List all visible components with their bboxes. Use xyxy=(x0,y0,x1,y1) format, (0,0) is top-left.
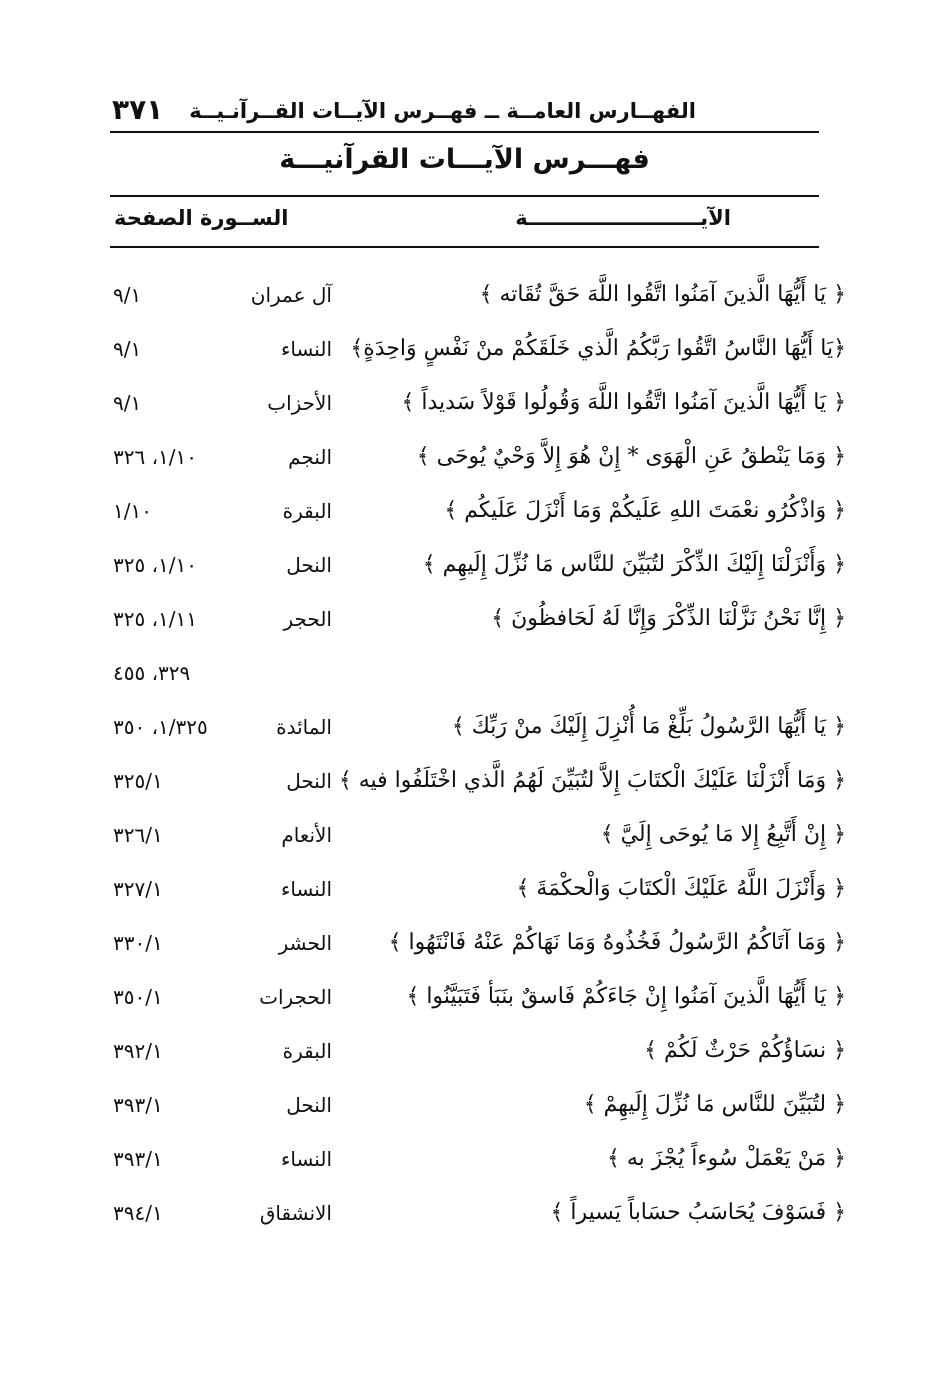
page-reference: ٣٢٩، ٤٥٥ xyxy=(113,661,191,685)
page-reference: ٣٩٣/١ xyxy=(113,1147,163,1171)
surah-name: البقرة xyxy=(282,499,332,523)
page-reference: ٣٢٦/١ xyxy=(113,823,163,847)
index-row xyxy=(110,916,846,970)
page-reference: ٩/١ xyxy=(113,283,142,307)
page-reference: ٣٢٧/١ xyxy=(113,877,163,901)
verse-text: ﴿ إِنْ أَتَّبِعُ إِلا مَا يُوحَى إِلَيَّ ﴾ xyxy=(600,822,846,847)
page-reference: ١/١٠، ٣٢٥ xyxy=(113,553,198,577)
page-reference: ١/١٠ xyxy=(113,499,152,523)
verse-text: ﴿يَا أَيُّهَا النَّاسُ اتَّقُوا رَبَّكُمُ الَّذي خَلَقَكُمْ منْ نَفْسٍ وَاحِدَةٍ﴾ xyxy=(350,336,846,361)
page-reference: ٩/١ xyxy=(113,337,142,361)
page-reference: ٣٩٤/١ xyxy=(113,1201,163,1225)
column-header-surah: الســورة xyxy=(200,206,289,230)
verse-text: ﴿ يَا أَيُّهَا الَّذينَ آمَنُوا اتَّقُوا اللَّهَ حَقَّ تُقَاته ﴾ xyxy=(479,282,846,307)
page-reference: ٣٢٥/١ xyxy=(113,769,163,793)
page-reference: ١/١٠، ٣٢٦ xyxy=(113,445,198,469)
index-row xyxy=(110,592,846,646)
surah-name: الحجر xyxy=(283,607,332,631)
surah-name: البقرة xyxy=(282,1039,332,1063)
surah-name: الحجرات xyxy=(259,985,332,1009)
index-row xyxy=(110,700,846,754)
surah-name: النساء xyxy=(280,877,332,901)
surah-name: الحشر xyxy=(278,931,332,955)
index-row xyxy=(110,1186,846,1240)
page-number: ٣٧١ xyxy=(112,93,164,126)
title-rule xyxy=(110,195,819,197)
page-reference: ١/١١، ٣٢٥ xyxy=(113,607,198,631)
page-reference: ١/٣٢٥، ٣٥٠ xyxy=(113,715,208,739)
surah-name: آل عمران xyxy=(250,283,332,307)
verse-text: ﴿ مَنْ يَعْمَلْ سُوءاً يُجْزَ به ﴾ xyxy=(606,1146,846,1171)
surah-name: النحل xyxy=(286,553,332,577)
index-row xyxy=(110,1078,846,1132)
index-row xyxy=(110,538,846,592)
index-row xyxy=(110,322,846,376)
index-row xyxy=(110,430,846,484)
surah-name: الأحزاب xyxy=(267,391,332,415)
verse-text: ﴿ وَمَا أَنْزَلْنَا عَلَيْكَ الْكتَابَ إِلاَّ لتُبَيِّنَ لَهُمُ الَّذي اخْتَلَفُوا فيه ﴾ xyxy=(338,768,846,793)
verse-text: ﴿ إِنَّا نَحْنُ نَزَّلْنَا الذِّكْرَ وَإِنَّا لَهُ لَحَافظُونَ ﴾ xyxy=(491,606,846,631)
index-row xyxy=(110,268,846,322)
page-reference: ٣٩٣/١ xyxy=(113,1093,163,1117)
index-row xyxy=(110,484,846,538)
surah-name: النحل xyxy=(286,769,332,793)
verse-text: ﴿ وَأَنْزَلْنَا إِلَيْكَ الذِّكْرَ لتُبَيِّنَ للنَّاس مَا نُزِّلَ إِلَيهِم ﴾ xyxy=(422,552,846,577)
surah-name: النساء xyxy=(280,337,332,361)
surah-name: الأنعام xyxy=(281,823,332,847)
index-row xyxy=(110,376,846,430)
index-rows xyxy=(110,268,846,1240)
index-row xyxy=(110,1024,846,1078)
page-reference: ٣٩٢/١ xyxy=(113,1039,163,1063)
verse-text: ﴿ يَا أَيُّهَا الَّذينَ آمَنُوا اتَّقُوا اللَّهَ وَقُولُوا قَوْلاً سَديداً ﴾ xyxy=(401,390,846,415)
verse-text: ﴿ يَا أَيُّهَا الرَّسُولُ بَلِّغْ مَا أُنْزِلَ إِلَيْكَ منْ رَبِّكَ ﴾ xyxy=(451,714,846,739)
verse-text: ﴿ لتُبَيِّنَ للنَّاس مَا نُزِّلَ إِلَيهِمْ ﴾ xyxy=(583,1092,846,1117)
verse-text: ﴿ فَسَوْفَ يُحَاسَبُ حسَاباً يَسيراً ﴾ xyxy=(550,1200,846,1225)
column-header-verse: الآيــــــــــــــــــــــــة xyxy=(515,206,731,230)
surah-name: الانشقاق xyxy=(259,1201,332,1225)
column-header-rule xyxy=(110,246,819,248)
index-row xyxy=(110,808,846,862)
index-row xyxy=(110,862,846,916)
verse-text: ﴿ وَمَا آتَاكُمُ الرَّسُولُ فَخُذُوهُ وَمَا نَهَاكُمْ عَنْهُ فَانْتَهُوا ﴾ xyxy=(388,930,846,955)
index-row xyxy=(110,646,846,700)
surah-name: النجم xyxy=(288,445,332,469)
verse-text: ﴿ وَأَنْزَلَ اللَّهُ عَلَيْكَ الْكتَابَ وَالْحكْمَةَ ﴾ xyxy=(516,876,846,901)
verse-text: ﴿ وَاذْكُرُو نعْمَتَ اللهِ عَلَيكُمْ وَمَا أَنْزَلَ عَلَيكُم ﴾ xyxy=(444,498,846,523)
page-reference: ٩/١ xyxy=(113,391,142,415)
surah-name: المائدة xyxy=(276,715,332,739)
header-rule xyxy=(110,131,819,133)
surah-name: النساء xyxy=(280,1147,332,1171)
verse-text: ﴿ نسَاؤُكُمْ حَرْثٌ لَكُمْ ﴾ xyxy=(644,1038,846,1063)
index-row xyxy=(110,754,846,808)
index-title: فهـــرس الآيـــات القرآنيـــة xyxy=(279,144,650,175)
index-row xyxy=(110,1132,846,1186)
page-reference: ٣٥٠/١ xyxy=(113,985,163,1009)
verse-text: ﴿ وَمَا يَنْطقُ عَنِ الْهَوَى * إِنْ هُوَ إِلاَّ وَحْيٌ يُوحَى ﴾ xyxy=(416,444,846,469)
running-title: الفهــارس العامــة ــ فهــرس الآيــات القــرآنـيــة xyxy=(189,99,696,123)
column-header-page: الصفحة xyxy=(114,206,193,230)
index-row xyxy=(110,970,846,1024)
verse-text: ﴿ يَا أَيُّهَا الَّذينَ آمَنُوا إِنْ جَاءَكُمْ فَاسقٌ بنَبَأ فَتَبَيَّنُوا ﴾ xyxy=(406,984,846,1009)
surah-name: النحل xyxy=(286,1093,332,1117)
page-reference: ٣٣٠/١ xyxy=(113,931,163,955)
